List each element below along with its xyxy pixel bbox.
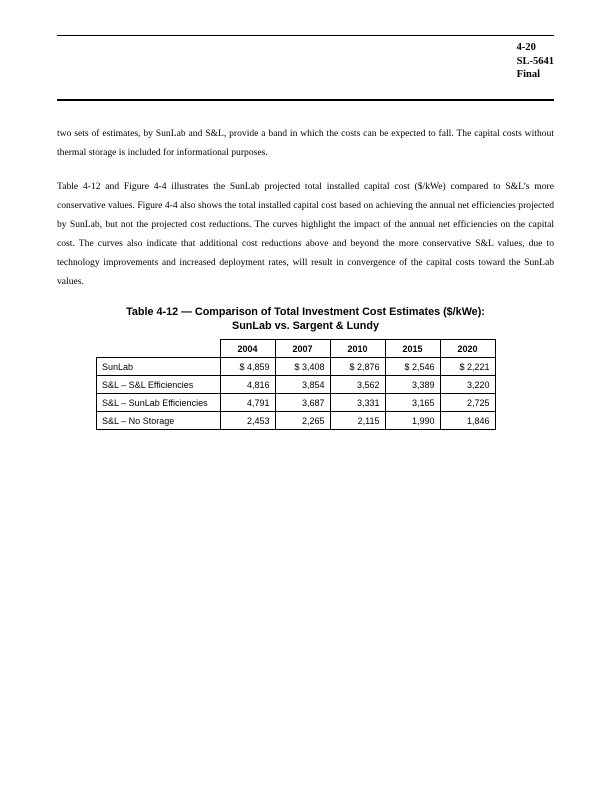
table-row [97, 394, 496, 412]
column-header: 2010 [330, 340, 385, 358]
document-id: SL-5641 [516, 55, 554, 67]
table-row [97, 412, 496, 430]
table-cell: 1,846 [440, 412, 495, 430]
table-cell: $ 4,859 [220, 358, 275, 376]
table-cell: $ 2,221 [440, 358, 495, 376]
column-header: 2015 [385, 340, 440, 358]
table-cell: $ 2,876 [330, 358, 385, 376]
row-label: SunLab [97, 358, 221, 376]
table-row [97, 376, 496, 394]
page-header [517, 41, 554, 82]
header-bottom-rule [57, 99, 554, 101]
table-cell: $ 2,546 [385, 358, 440, 376]
table-corner-cell [97, 340, 221, 358]
table-cell: 3,687 [275, 394, 330, 412]
table-cell: 3,165 [385, 394, 440, 412]
table-cell: 3,331 [330, 394, 385, 412]
column-header: 2004 [220, 340, 275, 358]
row-label: S&L – SunLab Efficiencies [97, 394, 221, 412]
table-cell: 2,265 [275, 412, 330, 430]
column-header: 2020 [440, 340, 495, 358]
table-cell: 3,562 [330, 376, 385, 394]
body-paragraph: two sets of estimates, by SunLab and S&L, provide a band in which the costs can be expected to fall. The capital costs without thermal storage is included for informational purposes. [57, 128, 554, 158]
table-cell: 2,453 [220, 412, 275, 430]
table-header-row [97, 340, 496, 358]
table-cell: 3,220 [440, 376, 495, 394]
cost-comparison-table [96, 339, 496, 430]
page-number: 4-20 [516, 42, 536, 53]
table-row [97, 358, 496, 376]
table-cell: 4,816 [220, 376, 275, 394]
table-cell: 2,725 [440, 394, 495, 412]
row-label: S&L – No Storage [97, 412, 221, 430]
table-cell: 3,389 [385, 376, 440, 394]
column-header: 2007 [275, 340, 330, 358]
table-cell: $ 3,408 [275, 358, 330, 376]
table-cell: 1,990 [385, 412, 440, 430]
table-caption-line: SunLab vs. Sargent & Lundy [232, 319, 379, 332]
row-label: S&L – S&L Efficiencies [97, 376, 221, 394]
body-paragraph: Table 4-12 and Figure 4-4 illustrates the SunLab projected total installed capital cost ($/kWe) compared to S&L’s more conservative values. Figure 4-4 also shows the total installed capital cost based on achieving the annual net efficiencies projected by SunLab, but not the projected cost reductions. The curves highlight the impact of the annual net efficiencies on the capital cost. The curves also indicate that additional cost reductions above and beyond the more conservative S&L values, due to technology improvements and increased deployment rates, will result in convergence of the capital costs toward the SunLab values. [57, 181, 554, 287]
table-caption-line: Table 4-12 — Comparison of Total Investment Cost Estimates ($/kWe): [126, 306, 485, 318]
table-cell: 2,115 [330, 412, 385, 430]
table-cell: 4,791 [220, 394, 275, 412]
table-cell: 3,854 [275, 376, 330, 394]
header-top-rule [57, 35, 554, 36]
document-status: Final [516, 69, 540, 80]
table-caption [57, 306, 554, 333]
